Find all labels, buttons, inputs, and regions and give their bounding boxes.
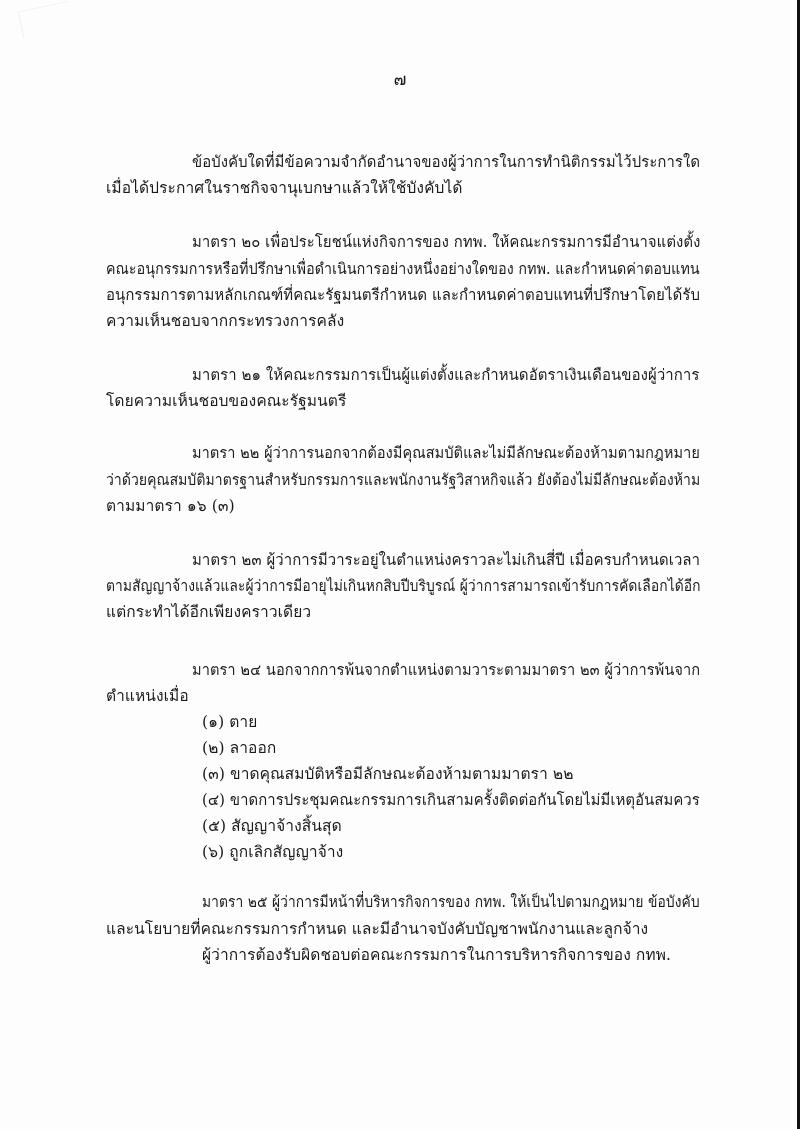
section-21-line: มาตรา ๒๑ ให้คณะกรรมการเป็นผู้แต่งตั้งและกำหนดอัตราเงินเดือนของผู้ว่าการ (192, 366, 700, 384)
list-item: (๓) ขาดคุณสมบัติหรือมีลักษณะต้องห้ามตามมาตรา ๒๒ (202, 765, 574, 783)
section-22-line: มาตรา ๒๒ ผู้ว่าการนอกจากต้องมีคุณสมบัติและไม่มีลักษณะต้องห้ามตามกฎหมาย (192, 444, 700, 462)
section-24-line: ตำแหน่งเมื่อ (106, 687, 189, 705)
list-item: (๖) ถูกเลิกสัญญาจ้าง (202, 843, 344, 861)
scan-artifact (18, 1, 73, 38)
section-20-line: อนุกรรมการตามหลักเกณฑ์ที่คณะรัฐมนตรีกำหนด และกำหนดค่าตอบแทนที่ปรึกษาโดยได้รับ (106, 286, 701, 304)
list-item: (๕) สัญญาจ้างสิ้นสุด (202, 817, 342, 835)
section-20-line: คณะอนุกรรมการหรือที่ปรึกษาเพื่อดำเนินการอย่างหนึ่งอย่างใดของ กทพ. และกำหนดค่าตอบแทน (106, 260, 700, 278)
section-22-line: ว่าด้วยคุณสมบัติมาตรฐานสำหรับกรรมการและพนักงานรัฐวิสาหกิจแล้ว ยังต้องไม่มีลักษณะต้องห้าม (106, 471, 701, 489)
section-23-line: มาตรา ๒๓ ผู้ว่าการมีวาระอยู่ในตำแหน่งคราวละไม่เกินสี่ปี เมื่อครบกำหนดเวลา (192, 551, 701, 569)
list-item: (๑) ตาย (202, 713, 258, 731)
section-23-line: ตามสัญญาจ้างแล้วและผู้ว่าการมีอายุไม่เกินหกสิบปีบริบูรณ์ ผู้ว่าการสามารถเข้ารับการคัดเลือกได้อีก (106, 577, 701, 595)
section-24-line: มาตรา ๒๔ นอกจากการพ้นจากตำแหน่งตามวาระตามมาตรา ๒๓ ผู้ว่าการพ้นจาก (192, 661, 701, 679)
section-25-line: มาตรา ๒๕ ผู้ว่าการมีหน้าที่บริหารกิจการของ กทพ. ให้เป็นไปตามกฎหมาย ข้อบังคับ (202, 893, 700, 911)
section-22-line: ตามมาตรา ๑๖ (๓) (106, 497, 235, 515)
list-item: (๔) ขาดการประชุมคณะกรรมการเกินสามครั้งติดต่อกันโดยไม่มีเหตุอันสมควร (202, 791, 700, 809)
section-25-line: และนโยบายที่คณะกรรมการกำหนด และมีอำนาจบังคับบัญชาพนักงานและลูกจ้าง (106, 920, 649, 938)
section-25-line: ผู้ว่าการต้องรับผิดชอบต่อคณะกรรมการในการบริหารกิจการของ กทพ. (202, 946, 672, 964)
paragraph-line: เมื่อได้ประกาศในราชกิจจานุเบกษาแล้วให้ใช้บังคับได้ (106, 179, 463, 197)
section-20-line: มาตรา ๒๐ เพื่อประโยชน์แห่งกิจการของ กทพ. ให้คณะกรรมการมีอำนาจแต่งตั้ง (192, 233, 701, 251)
page-number: ๗ (393, 70, 407, 90)
paragraph-line: ข้อบังคับใดที่มีข้อความจำกัดอำนาจของผู้ว่าการในการทำนิติกรรมไว้ประการใด (192, 153, 701, 171)
list-item: (๒) ลาออก (202, 739, 277, 757)
section-23-line: แต่กระทำได้อีกเพียงคราวเดียว (106, 603, 312, 621)
section-20-line: ความเห็นชอบจากกระทรวงการคลัง (106, 312, 345, 330)
section-21-line: โดยความเห็นชอบของคณะรัฐมนตรี (106, 392, 347, 410)
